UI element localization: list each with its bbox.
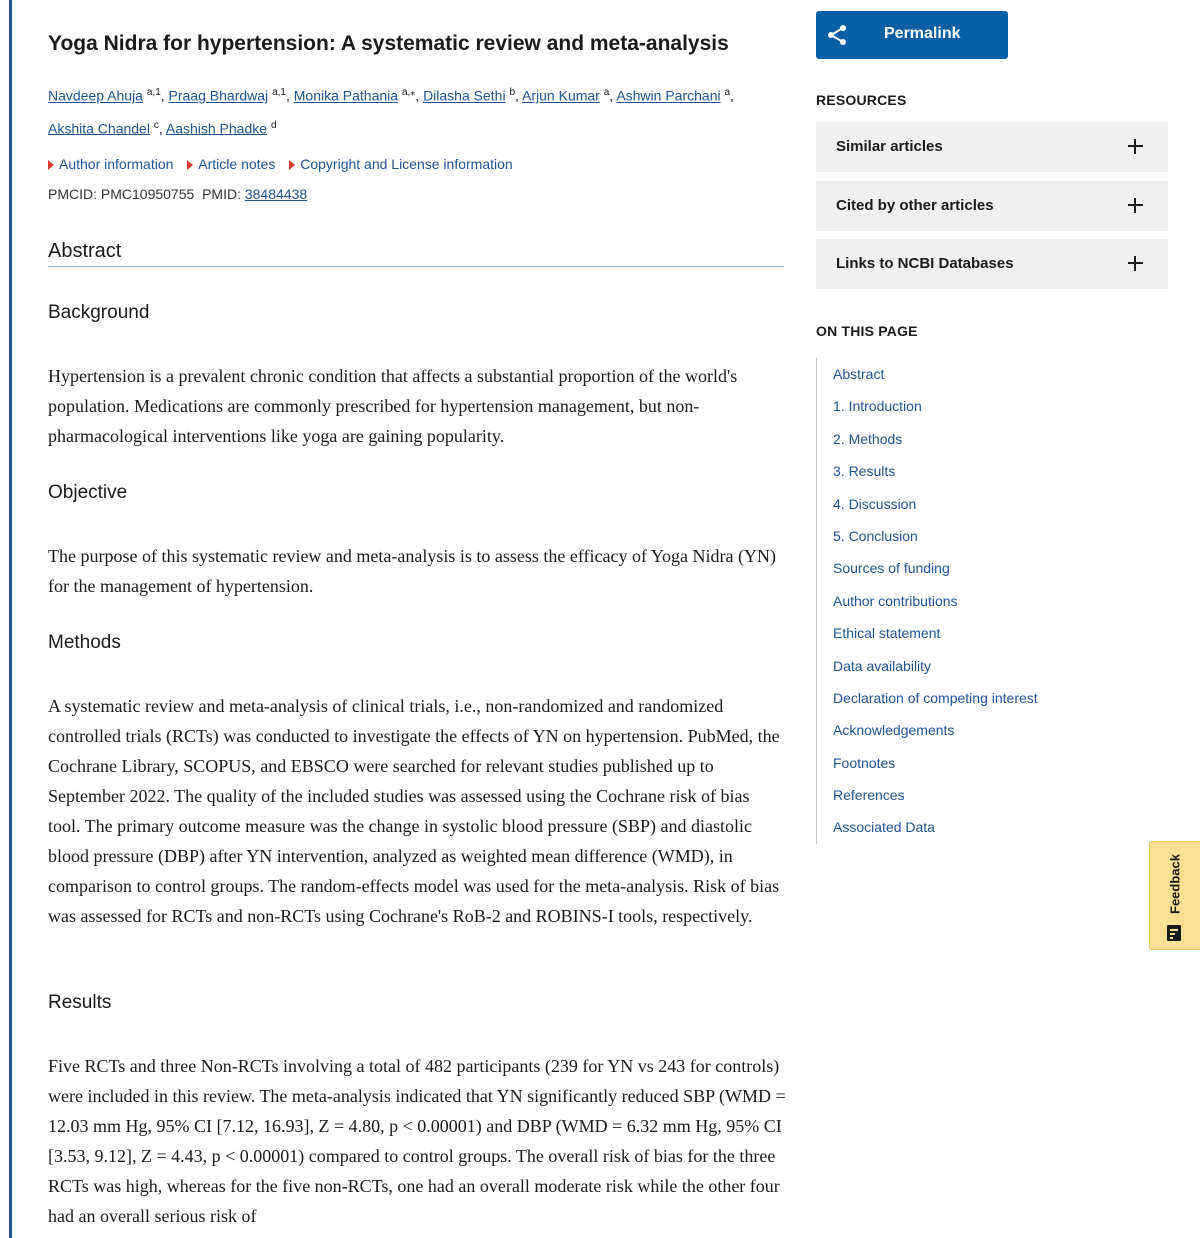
results-heading: Results [48,992,112,1013]
resources-heading: RESOURCES [816,92,907,108]
author-separator: , [415,87,424,104]
feedback-label: Feedback [1167,854,1183,914]
toc-link-author-contributions[interactable]: Author contributions [833,592,958,609]
toc-link-conclusion[interactable]: 5. Conclusion [833,527,918,544]
author-affiliation: a,1 [146,87,161,98]
toc-link-references[interactable]: References [833,787,905,804]
methods-text: A systematic review and meta-analysis of clinical trials, i.e., non-randomized and randomized controlled trials (RCTs) was conducted to investigate the effects of YN on hypertension. PubMed, the Cochrane Library, SCOPUS, and EBSCO were searched for relevant studies published up to September 2022. The quality of the included studies was assessed using the Cochrane risk of bias tool. The primary outcome measure was the change in systolic blood pressure (SBP) and diastolic blood pressure (DBP) after YN intervention, analyzed as weighted mean difference (WMD), in comparison to control groups. The random-effects model was used for the meta-analysis. Risk of bias was assessed for RCTs and non-RCTs using Cochrane's RoB-2 and ROBINS-I tools, respectively. [48,696,780,926]
accordion-ncbi-links[interactable] [816,239,1168,289]
toc-link-discussion[interactable]: 4. Discussion [833,495,917,512]
objective-heading: Objective [48,482,128,503]
author-link[interactable]: Aashish Phadke [165,120,268,137]
toc-link-acknowledgements[interactable]: Acknowledgements [833,722,955,739]
author-link[interactable]: Arjun Kumar [522,87,600,104]
author-separator: , [515,87,523,104]
author-list [48,78,784,143]
plus-icon [1128,139,1143,154]
accordion-similar-articles[interactable] [816,122,1168,172]
on-this-page-nav [816,358,1133,844]
results-text: Five RCTs and three Non-RCTs involving a total of 482 participants (239 for YN vs 243 for controls) were included in this review. The meta-analysis indicated that YN significantly reduced SBP (WMD = 12.03 mm Hg, 95% CI [7.12, 16.93], Z = 4.80, p < 0.00001) and DBP (WMD = 6.32 mm Hg, 95% CI [3.53, 9.12], Z = 4.43, p < 0.00001) compared to control groups. The overall risk of bias for the three RCTs was high, whereas for the five non-RCTs, one had an overall moderate risk while the other four had an overall serious risk of [48,1056,786,1226]
plus-icon [1128,198,1143,213]
toc-link-footnotes[interactable]: Footnotes [833,754,896,771]
toggle-label: Author information [59,156,174,172]
plus-icon [1128,256,1143,271]
pmcid: PMCID: PMC10950755 [48,186,195,202]
feedback-button[interactable] [1149,841,1200,950]
author-separator: , [285,87,294,104]
expand-triangle-icon [48,160,54,170]
toc-link-introduction[interactable]: 1. Introduction [833,398,922,415]
copyright-license-toggle[interactable] [289,156,512,172]
author-affiliation: d [270,119,277,131]
author-link[interactable]: Akshita Chandel [48,120,150,137]
toc-link-methods[interactable]: 2. Methods [833,430,903,447]
author-separator: , [609,87,617,104]
methods-heading: Methods [48,632,121,653]
accordion-label: Cited by other articles [836,197,994,214]
expand-triangle-icon [187,160,193,170]
author-affiliation: c [153,119,159,131]
page-accent-bar [9,0,12,1238]
author-separator: , [160,87,169,104]
toc-link-associated-data[interactable]: Associated Data [833,819,935,836]
author-link[interactable]: Ashwin Parchani [616,87,721,104]
toggle-label: Article notes [198,156,276,172]
author-affiliation: a,1 [272,87,286,98]
toggle-label: Copyright and License information [300,156,513,172]
accordion-cited-by[interactable] [816,181,1168,231]
author-link[interactable]: Monika Pathania [293,87,399,104]
author-affiliation: a,⁎ [401,87,416,98]
author-affiliation: a [603,87,610,98]
permalink-button[interactable] [816,11,1008,59]
author-information-toggle[interactable] [48,156,173,172]
article-title: Yoga Nidra for hypertension: A systematic review and meta-analysis [48,32,729,55]
accordion-label: Links to NCBI Databases [836,255,1014,272]
expand-triangle-icon [289,160,295,170]
author-link[interactable]: Dilasha Sethi [423,87,506,104]
article-notes-links [48,154,523,174]
toc-link-abstract[interactable]: Abstract [833,366,885,382]
on-this-page-heading: ON THIS PAGE [816,323,918,339]
pmid-link[interactable]: 38484438 [244,186,308,202]
objective-text: The purpose of this systematic review and meta-analysis is to assess the efficacy of Yoga Nidra (YN) for the management of hypertension. [48,546,776,596]
toc-link-competing-interest[interactable]: Declaration of competing interest [833,689,1038,706]
toc-link-sources-of-funding[interactable]: Sources of funding [833,560,950,577]
author-link[interactable]: Navdeep Ahuja [48,87,143,104]
accordion-label: Similar articles [836,138,943,155]
abstract-heading: Abstract [48,240,784,267]
author-separator: , [158,120,166,137]
pmid-label: PMID: [202,186,241,202]
permalink-label: Permalink [884,25,961,42]
feedback-form-icon [1167,925,1181,941]
author-affiliation: b [509,87,516,98]
toc-link-results[interactable]: 3. Results [833,463,896,480]
article-identifiers [48,184,307,204]
background-text: Hypertension is a prevalent chronic condition that affects a substantial proportion of the world's population. Medications are commonly prescribed for hypertension management, but non-pharmacological interventions like yoga are gaining popularity. [48,366,738,446]
author-separator: , [730,87,734,104]
toc-link-data-availability[interactable]: Data availability [833,657,932,674]
author-link[interactable]: Praag Bhardwaj [168,87,269,104]
background-heading: Background [48,302,150,323]
toc-link-ethical-statement[interactable]: Ethical statement [833,625,941,642]
article-notes-toggle[interactable] [187,156,275,172]
author-affiliation: a [724,87,731,98]
share-icon [827,24,847,46]
